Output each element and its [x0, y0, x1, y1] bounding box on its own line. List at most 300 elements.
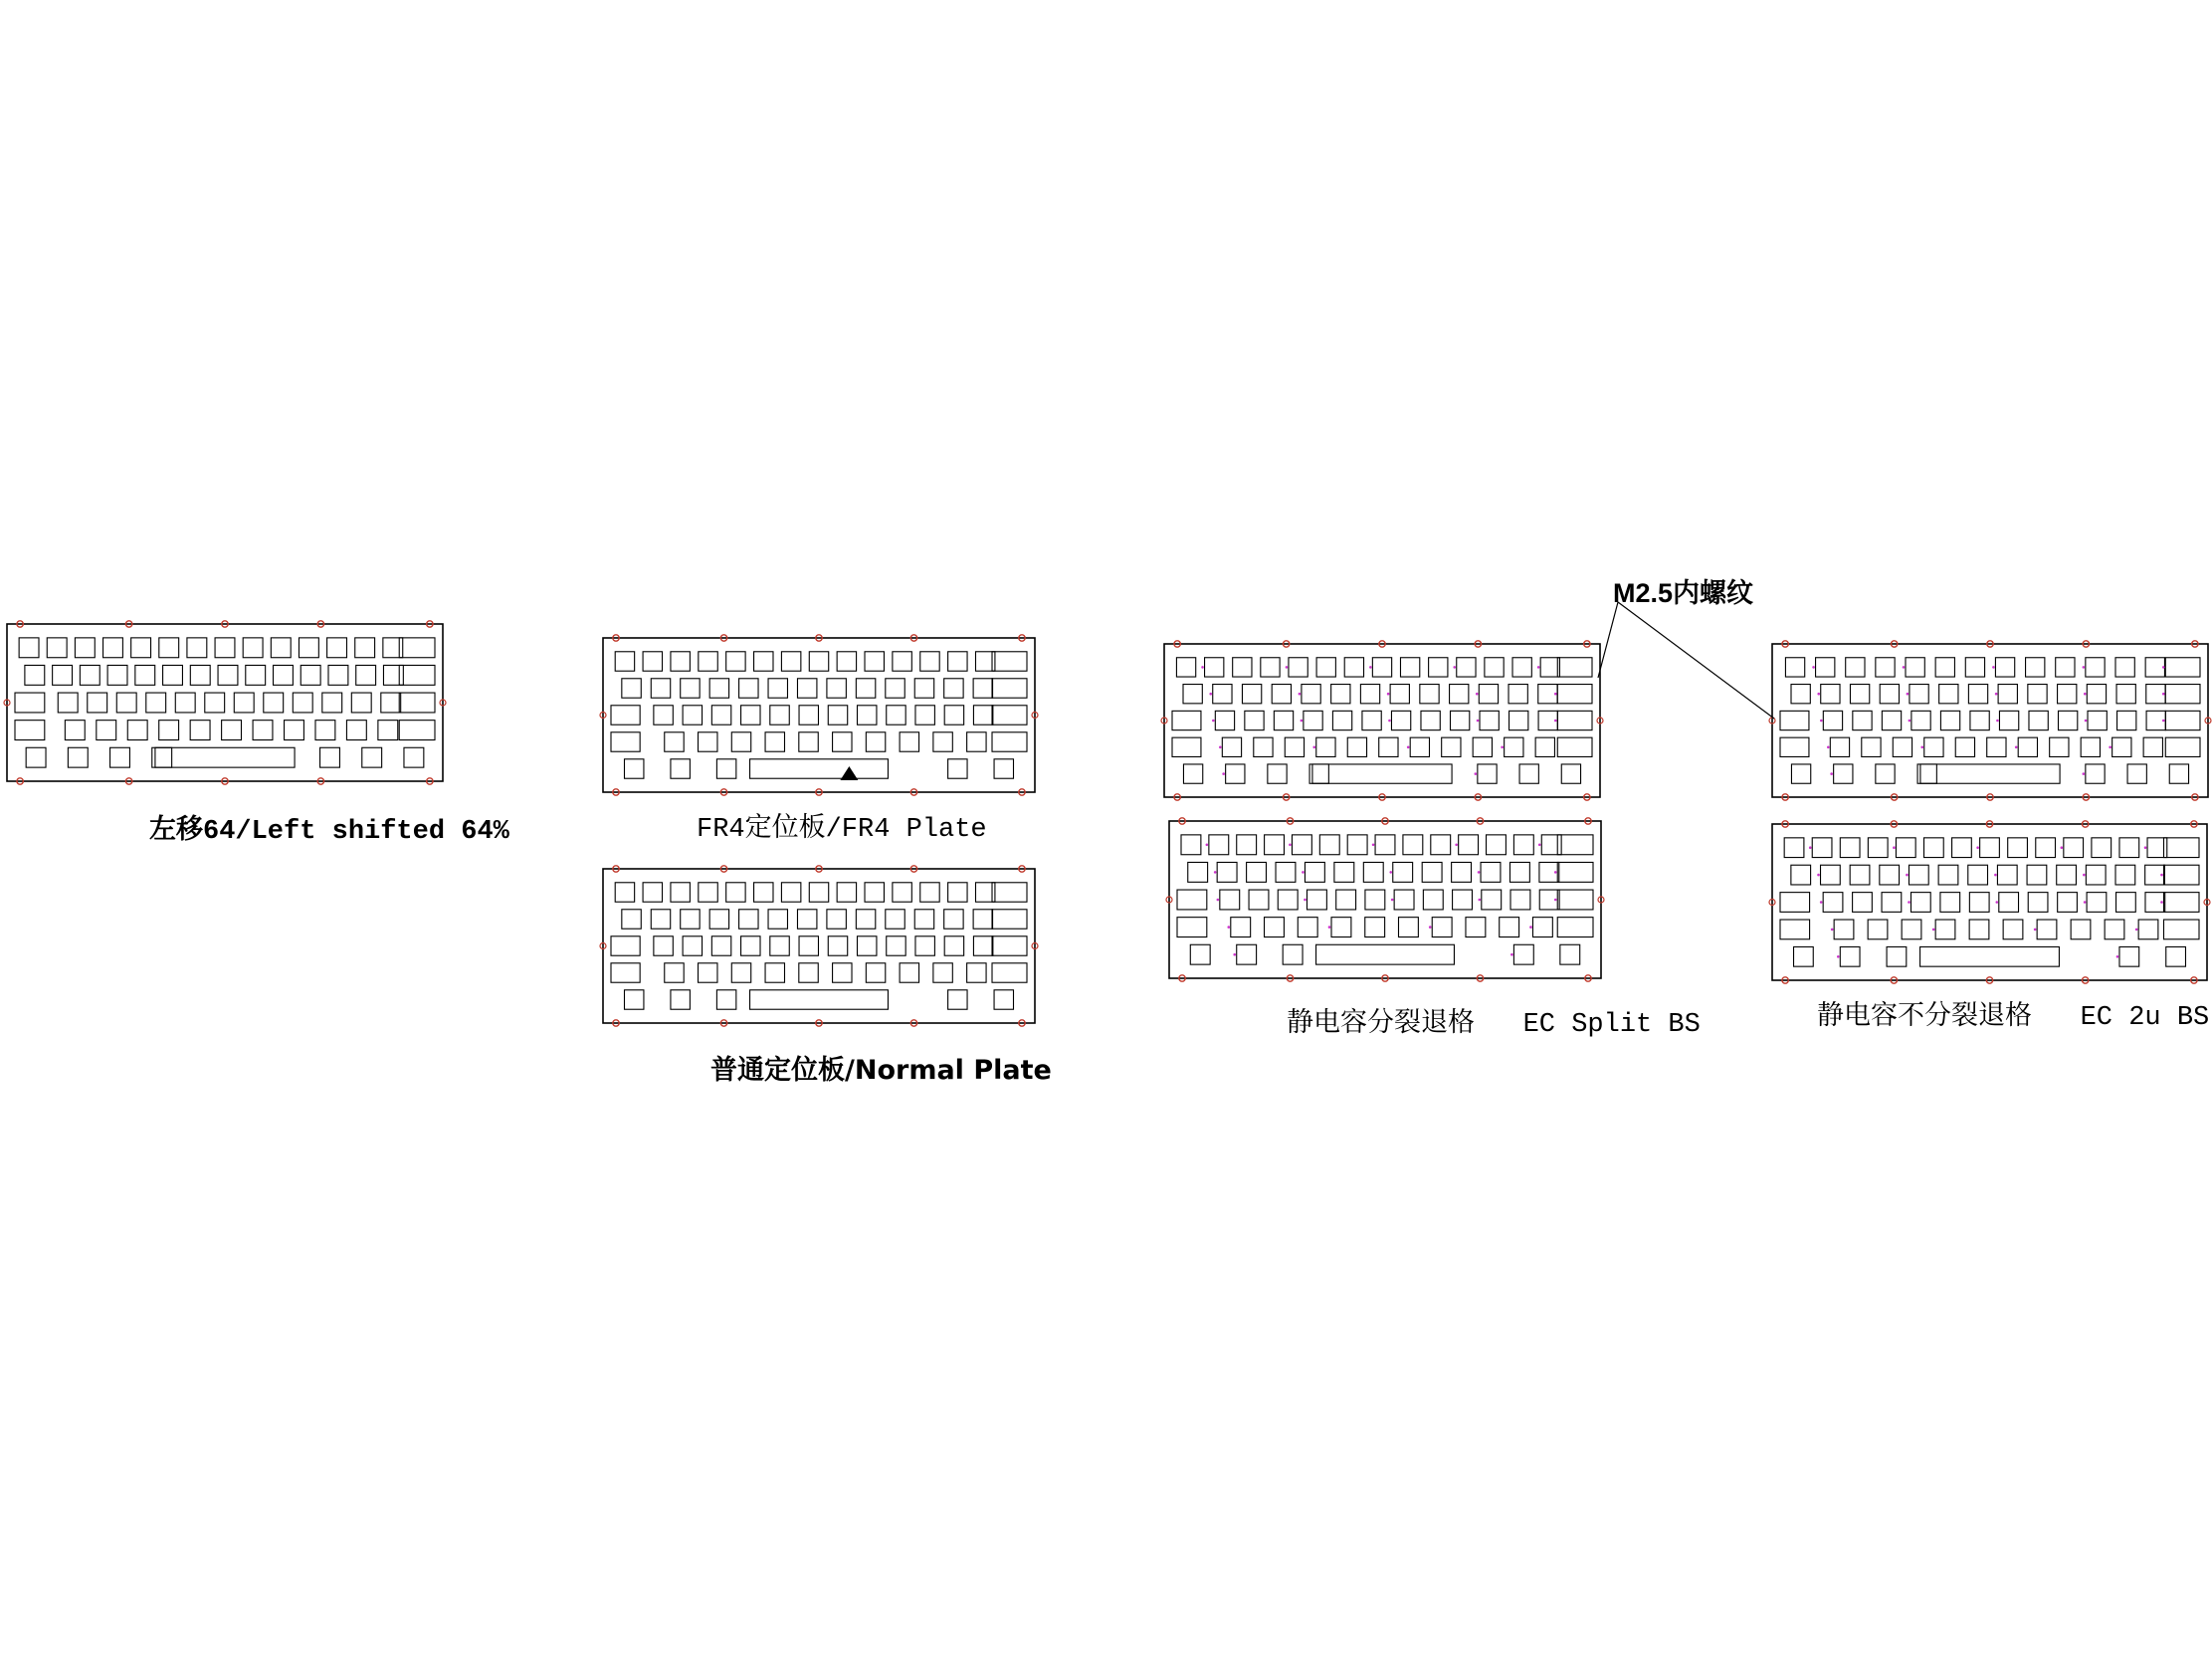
key-cutout: [799, 706, 818, 725]
key-cutout: [2092, 838, 2111, 858]
key-cutout: [699, 732, 717, 751]
key-cutout: [2027, 865, 2047, 885]
key-cutout: [1363, 862, 1383, 882]
key-cutout: [53, 665, 73, 685]
ec-marker: [1389, 871, 1392, 874]
spacebar-cutout: [1920, 764, 2060, 783]
key-cutout: [1331, 918, 1351, 937]
key-cutout: [887, 936, 905, 955]
key-cutout: [2116, 685, 2135, 704]
key-cutout: [948, 883, 967, 902]
key-cutout: [218, 665, 238, 685]
key-cutout: [97, 721, 116, 740]
key-cutout: [1265, 918, 1285, 937]
key-cutout: [709, 910, 728, 929]
key-cutout: [1830, 737, 1849, 756]
key-cutout: [1939, 685, 1958, 704]
key-cutout: [665, 732, 684, 751]
key-cutout: [2087, 685, 2106, 704]
key-cutout: [611, 732, 640, 751]
key-cutout: [190, 721, 210, 740]
key-cutout: [1459, 835, 1479, 855]
key-cutout: [765, 732, 784, 751]
key-cutout: [643, 652, 662, 671]
key-cutout: [994, 759, 1013, 778]
key-cutout: [1557, 685, 1592, 704]
key-cutout: [2163, 865, 2199, 885]
key-cutout: [944, 679, 963, 698]
plate-ec-split-bottom: [1166, 818, 1604, 981]
key-cutout: [781, 652, 800, 671]
key-cutout: [1254, 737, 1273, 756]
key-cutout: [2119, 838, 2139, 858]
key-cutout: [1231, 918, 1251, 937]
key-cutout: [2064, 838, 2084, 858]
key-cutout: [2127, 764, 2146, 783]
key-cutout: [858, 936, 877, 955]
key-cutout: [2117, 711, 2136, 729]
key-cutout: [1347, 737, 1366, 756]
triangle-marker-icon: [840, 766, 858, 780]
key-cutout: [699, 652, 717, 671]
key-cutout: [709, 679, 728, 698]
ec-marker: [2083, 874, 2086, 877]
ec-marker: [1994, 874, 1997, 877]
key-cutout: [1794, 946, 1814, 966]
key-cutout: [1893, 737, 1911, 756]
ec-marker: [1812, 666, 1815, 669]
ec-marker: [1538, 844, 1541, 847]
key-cutout: [1880, 685, 1899, 704]
caption-fr4-plate: FR4定位板/FR4 Plate: [697, 815, 987, 845]
key-cutout: [809, 652, 828, 671]
key-cutout: [827, 910, 846, 929]
ec-marker: [2083, 772, 2086, 775]
key-cutout: [1999, 893, 2019, 913]
key-cutout: [1188, 862, 1208, 882]
key-cutout: [1242, 685, 1261, 704]
key-cutout: [893, 652, 911, 671]
ec-marker: [1286, 666, 1289, 669]
key-cutout: [1840, 838, 1860, 858]
key-cutout: [1205, 658, 1224, 677]
ec-marker: [1995, 693, 1998, 696]
key-cutout: [1450, 685, 1469, 704]
key-cutout: [103, 638, 123, 658]
ec-marker: [1908, 901, 1910, 904]
key-cutout: [1479, 685, 1498, 704]
key-cutout: [1487, 835, 1507, 855]
key-cutout: [399, 693, 435, 713]
key-cutout: [799, 732, 818, 751]
key-cutout: [2058, 893, 2078, 913]
ec-marker: [1837, 955, 1840, 958]
key-cutout: [665, 963, 684, 982]
ec-marker: [1529, 926, 1532, 929]
key-cutout: [163, 665, 183, 685]
key-cutout: [1344, 658, 1363, 677]
key-cutout: [1791, 685, 1810, 704]
key-cutout: [356, 665, 376, 685]
key-cutout: [1500, 918, 1519, 937]
key-cutout: [399, 638, 435, 658]
key-cutout: [1403, 835, 1423, 855]
key-cutout: [1283, 944, 1303, 964]
key-cutout: [797, 910, 816, 929]
key-cutout: [770, 936, 789, 955]
key-cutout: [1222, 737, 1241, 756]
ec-marker: [1831, 929, 1834, 932]
key-cutout: [1791, 764, 1810, 783]
ec-marker: [1212, 720, 1215, 723]
key-cutout: [915, 706, 934, 725]
key-cutout: [1780, 711, 1809, 729]
key-cutout: [1850, 865, 1870, 885]
key-cutout: [80, 665, 100, 685]
key-cutout: [2112, 737, 2131, 756]
key-cutout: [671, 883, 690, 902]
ec-marker: [1477, 720, 1480, 723]
key-cutout: [293, 693, 312, 713]
key-cutout: [1535, 737, 1554, 756]
key-cutout: [856, 679, 875, 698]
key-cutout: [2018, 737, 2037, 756]
key-cutout: [1998, 685, 2017, 704]
ec-marker: [2061, 846, 2064, 849]
key-cutout: [1557, 711, 1592, 729]
key-cutout: [1896, 838, 1915, 858]
key-cutout: [799, 963, 818, 982]
key-cutout: [1183, 764, 1202, 783]
key-cutout: [1821, 865, 1841, 885]
key-cutout: [1902, 920, 1921, 939]
ec-marker: [1201, 666, 1204, 669]
ec-marker: [2162, 720, 2165, 723]
key-cutout: [1834, 764, 1853, 783]
key-cutout: [865, 883, 884, 902]
key-cutout: [271, 638, 291, 658]
ec-marker: [2162, 666, 2165, 669]
key-cutout: [1362, 711, 1381, 729]
key-cutout: [88, 693, 107, 713]
key-cutout: [992, 910, 1027, 929]
key-cutout: [1780, 920, 1810, 939]
ec-marker: [1476, 693, 1479, 696]
key-cutout: [1316, 737, 1335, 756]
key-cutout: [1307, 890, 1326, 910]
key-cutout: [264, 693, 284, 713]
plate-outline: [1772, 644, 2208, 797]
key-cutout: [837, 883, 856, 902]
key-cutout: [754, 652, 773, 671]
key-cutout: [2059, 711, 2078, 729]
ec-marker: [1219, 746, 1222, 749]
key-cutout: [2115, 658, 2134, 677]
key-cutout: [1791, 865, 1811, 885]
key-cutout: [1442, 737, 1461, 756]
key-cutout: [1451, 711, 1470, 729]
ec-marker: [1976, 846, 1979, 849]
key-cutout: [1394, 890, 1414, 910]
key-cutout: [1452, 862, 1472, 882]
key-cutout: [1393, 862, 1413, 882]
key-cutout: [643, 883, 662, 902]
key-cutout: [2115, 865, 2135, 885]
key-cutout: [992, 936, 1027, 955]
spacebar-cutout: [1316, 944, 1455, 964]
key-cutout: [2143, 737, 2162, 756]
key-cutout: [1480, 711, 1499, 729]
key-cutout: [1298, 918, 1317, 937]
key-cutout: [1955, 737, 1974, 756]
key-cutout: [671, 759, 690, 778]
key-cutout: [2169, 764, 2188, 783]
key-cutout: [1876, 658, 1895, 677]
key-cutout: [234, 693, 254, 713]
ec-marker: [1455, 844, 1458, 847]
key-cutout: [933, 963, 952, 982]
key-cutout: [2050, 737, 2069, 756]
ec-marker: [1209, 693, 1212, 696]
ec-marker: [1299, 693, 1302, 696]
key-cutout: [215, 638, 235, 658]
leader-line-right: [1618, 602, 1774, 719]
key-cutout: [2026, 658, 2045, 677]
key-cutout: [770, 706, 789, 725]
key-cutout: [768, 910, 787, 929]
key-cutout: [1431, 835, 1451, 855]
ec-marker: [1312, 746, 1315, 749]
ec-marker: [2144, 846, 2147, 849]
ec-marker: [2084, 901, 2087, 904]
key-cutout: [322, 693, 342, 713]
key-cutout: [948, 759, 967, 778]
key-cutout: [383, 665, 403, 685]
key-cutout: [187, 638, 207, 658]
key-cutout: [58, 693, 78, 713]
key-cutout: [1421, 711, 1440, 729]
key-cutout: [992, 732, 1027, 751]
key-cutout: [26, 747, 46, 767]
key-cutout: [1172, 711, 1201, 729]
ec-marker: [1920, 746, 1923, 749]
key-cutout: [222, 721, 242, 740]
key-cutout: [1512, 658, 1531, 677]
key-cutout: [671, 990, 690, 1009]
key-cutout: [611, 963, 640, 982]
key-cutout: [1557, 737, 1592, 756]
spacebar-cutout: [750, 990, 889, 1009]
key-cutout: [1532, 918, 1552, 937]
key-cutout: [1473, 737, 1492, 756]
ec-marker: [1554, 720, 1557, 723]
key-cutout: [1274, 711, 1293, 729]
key-cutout: [131, 638, 151, 658]
ec-marker: [1214, 871, 1217, 874]
ec-marker: [1995, 901, 1998, 904]
key-cutout: [1245, 711, 1264, 729]
ec-marker: [1817, 693, 1820, 696]
key-cutout: [765, 963, 784, 982]
ec-marker: [1222, 772, 1225, 775]
key-cutout: [1265, 835, 1285, 855]
key-cutout: [699, 883, 717, 902]
key-cutout: [2119, 946, 2139, 966]
key-cutout: [858, 706, 877, 725]
key-cutout: [731, 963, 750, 982]
callout-leaders: [1598, 602, 1774, 719]
key-cutout: [716, 759, 735, 778]
key-cutout: [622, 910, 641, 929]
key-cutout: [1968, 685, 1987, 704]
callout-m25-thread-label: M2.5内螺纹: [1613, 578, 1754, 608]
key-cutout: [1429, 658, 1448, 677]
ec-marker: [1388, 720, 1391, 723]
key-cutout: [726, 652, 745, 671]
key-cutout: [1481, 862, 1501, 882]
key-cutout: [315, 721, 335, 740]
key-cutout: [1911, 711, 1930, 729]
key-cutout: [681, 679, 700, 698]
key-cutout: [711, 936, 730, 955]
key-cutout: [797, 679, 816, 698]
ec-marker: [1909, 720, 1911, 723]
key-cutout: [274, 665, 294, 685]
key-cutout: [683, 706, 702, 725]
key-cutout: [1780, 737, 1809, 756]
key-cutout: [1390, 685, 1409, 704]
key-cutout: [1485, 658, 1504, 677]
key-cutout: [399, 721, 435, 740]
caption-normal-plate: 普通定位板/Normal Plate: [710, 1055, 1052, 1086]
key-cutout: [2029, 711, 2048, 729]
key-cutout: [1278, 890, 1298, 910]
ec-marker: [1809, 846, 1812, 849]
ec-marker: [1907, 693, 1910, 696]
key-cutout: [399, 665, 435, 685]
key-cutout: [1422, 862, 1442, 882]
key-cutout: [1823, 711, 1842, 729]
key-cutout: [827, 679, 846, 698]
ec-marker: [1429, 926, 1432, 929]
key-cutout: [47, 638, 67, 658]
key-cutout: [1880, 865, 1900, 885]
key-cutout: [1938, 865, 1958, 885]
plate-ec-split-top: [1161, 641, 1603, 800]
key-cutout: [2036, 838, 2056, 858]
key-cutout: [1190, 944, 1210, 964]
key-cutout: [683, 936, 702, 955]
key-cutout: [768, 679, 787, 698]
caption-ec-2u-bs: 静电容不分裂退格 EC 2u BS: [1817, 1003, 2210, 1033]
key-cutout: [2087, 893, 2107, 913]
ec-marker: [1830, 772, 1833, 775]
key-cutout: [992, 883, 1027, 902]
ec-marker: [1453, 666, 1456, 669]
key-cutout: [967, 732, 986, 751]
key-cutout: [159, 721, 179, 740]
key-cutout: [914, 679, 933, 698]
key-cutout: [1816, 658, 1835, 677]
key-cutout: [1940, 711, 1959, 729]
ec-marker: [1387, 693, 1390, 696]
key-cutout: [1302, 685, 1320, 704]
ec-marker: [1996, 720, 1999, 723]
key-cutout: [75, 638, 95, 658]
key-cutout: [1519, 764, 1538, 783]
key-cutout: [1213, 685, 1232, 704]
key-cutout: [1999, 711, 2018, 729]
key-cutout: [2003, 920, 2023, 939]
key-cutout: [1336, 890, 1356, 910]
key-cutout: [25, 665, 45, 685]
key-cutout: [866, 732, 885, 751]
key-cutout: [1821, 685, 1840, 704]
key-cutout: [1560, 944, 1580, 964]
key-cutout: [1505, 737, 1523, 756]
key-cutout: [1482, 890, 1502, 910]
key-cutout: [1868, 838, 1888, 858]
key-cutout: [833, 732, 852, 751]
key-cutout: [116, 693, 136, 713]
key-cutout: [2166, 946, 2186, 966]
key-cutout: [944, 910, 963, 929]
key-cutout: [1906, 658, 1924, 677]
ec-marker: [1817, 874, 1820, 877]
key-cutout: [651, 679, 670, 698]
key-cutout: [1209, 835, 1229, 855]
key-cutout: [1391, 711, 1410, 729]
leader-line-left: [1598, 602, 1618, 678]
key-cutout: [1237, 944, 1257, 964]
key-cutout: [1509, 862, 1529, 882]
ec-marker: [1992, 666, 1995, 669]
caption-ec-split-bs: 静电容分裂退格 EC Split BS: [1287, 1010, 1701, 1040]
plate-left-shifted-64: [4, 621, 446, 784]
key-cutout: [1177, 918, 1207, 937]
key-cutout: [920, 652, 939, 671]
key-cutout: [973, 936, 992, 955]
key-cutout: [1176, 658, 1195, 677]
key-cutout: [328, 665, 348, 685]
key-cutout: [1968, 865, 1988, 885]
ec-marker: [1227, 926, 1230, 929]
key-cutout: [301, 665, 320, 685]
key-cutout: [625, 990, 644, 1009]
ec-marker: [1820, 720, 1823, 723]
ec-marker: [2083, 666, 2086, 669]
key-cutout: [671, 652, 690, 671]
key-cutout: [2086, 764, 2105, 783]
key-cutout: [1478, 764, 1497, 783]
key-cutout: [2056, 658, 2075, 677]
key-cutout: [1334, 862, 1354, 882]
ec-marker: [2160, 901, 2163, 904]
key-cutout: [351, 693, 371, 713]
ec-marker: [2109, 746, 2111, 749]
key-cutout: [1375, 835, 1395, 855]
key-cutout: [1285, 737, 1304, 756]
key-cutout: [2165, 658, 2200, 677]
key-cutout: [1432, 918, 1452, 937]
ec-marker: [1391, 899, 1394, 902]
key-cutout: [699, 963, 717, 982]
key-cutout: [1853, 893, 1873, 913]
key-cutout: [285, 721, 304, 740]
key-cutout: [299, 638, 318, 658]
key-cutout: [1823, 893, 1843, 913]
key-cutout: [1882, 893, 1902, 913]
